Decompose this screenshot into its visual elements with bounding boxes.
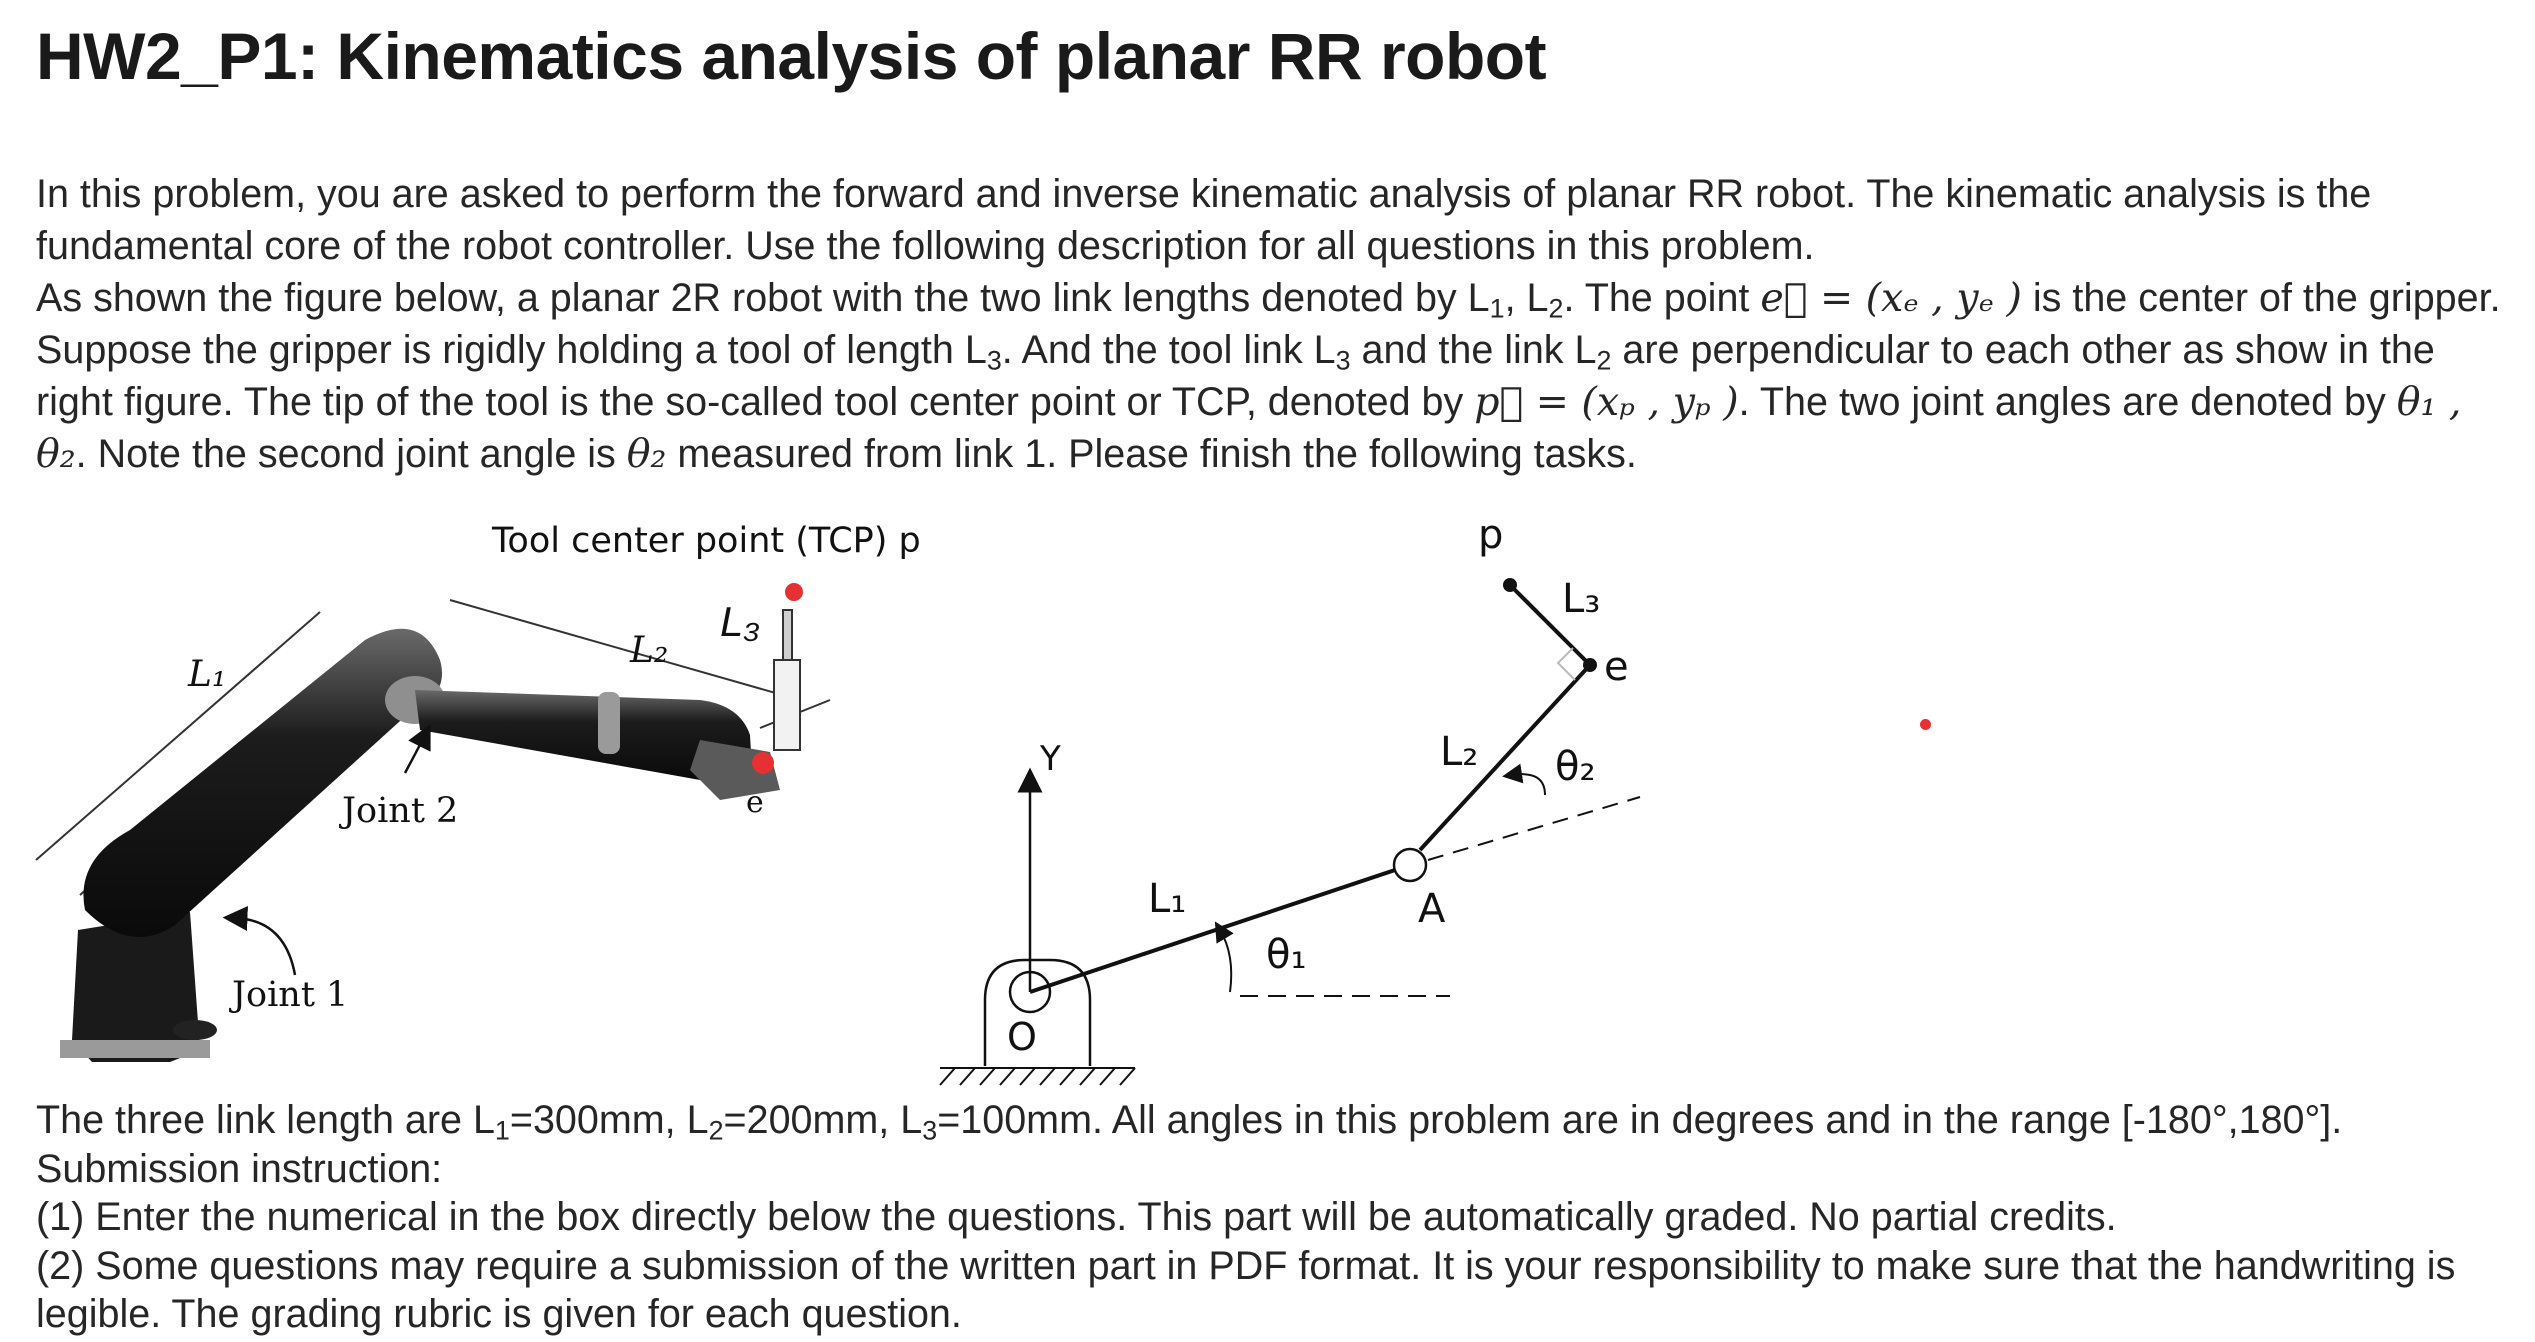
label-o: O xyxy=(1007,1015,1037,1059)
intro-text: and the link L xyxy=(1350,328,1597,372)
red-marker-dot xyxy=(1920,719,1931,730)
submission-heading: Submission instruction: xyxy=(36,1146,443,1191)
label-l2-right: L₂ xyxy=(1440,729,1479,775)
gripper-e-label: e xyxy=(746,785,764,820)
subscript: 2 xyxy=(708,1115,724,1146)
math-joint-angles: θ₁ , θ₂ xyxy=(36,379,2462,477)
ground-hatch xyxy=(940,1068,1135,1085)
robot-figure xyxy=(0,500,2535,1100)
joint-2-label: Joint 2 xyxy=(342,791,459,831)
point-p xyxy=(1503,578,1517,592)
intro-text: As shown the figure below, a planar 2R robot with the two link lengths denoted by L xyxy=(36,276,1490,320)
subscript: 3 xyxy=(986,345,1002,376)
joint-1-arrow xyxy=(235,918,295,975)
tcp-point-marker xyxy=(785,583,803,601)
math-theta2: θ₂ xyxy=(626,431,667,477)
joint-1-label: Joint 1 xyxy=(232,975,349,1015)
label-l1: L₁ xyxy=(188,654,227,695)
link-lengths-line xyxy=(36,1096,2506,1145)
lengths-text: =300mm, L xyxy=(509,1098,709,1142)
right-angle-marker xyxy=(1558,648,1575,680)
joint-a xyxy=(1394,849,1426,881)
link-1 xyxy=(1030,865,1410,992)
label-theta-2: θ₂ xyxy=(1555,744,1596,790)
lengths-text: =200mm, L xyxy=(723,1098,923,1142)
intro-text: are perpendicular to each other as show in the right figure. The tip of the tool is the so-called tool center point or TCP, denoted by xyxy=(36,328,2435,424)
intro-paragraph-1: In this problem, you are asked to perform the forward and inverse kinematic analysis of planar RR robot. The kinematic analysis is the fundamental core of the robot controller. Use the following description for all questions in this problem. xyxy=(36,172,2372,268)
label-l2: L₂ xyxy=(630,630,669,671)
intro-text: measured from link 1. Please finish the following tasks. xyxy=(666,432,1637,476)
tcp-label: Tool center point (TCP) p xyxy=(492,521,921,561)
lengths-text: =100mm. All angles in this problem are in degrees and in the range [-180°,180°]. xyxy=(937,1098,2343,1142)
gripper-center-marker xyxy=(752,752,774,774)
label-a: A xyxy=(1418,886,1446,932)
kinematic-schematic xyxy=(940,578,1640,1085)
theta-1-arc xyxy=(1220,930,1231,992)
subscript: 1 xyxy=(494,1115,510,1146)
submission-item-2: (2) Some questions may require a submission of the written part in PDF format. It is your responsibility to make sure that the handwriting is legible. The grading rubric is given for each question. xyxy=(36,1243,2456,1336)
intro-paragraph-2 xyxy=(36,272,2506,480)
label-l1-right: L₁ xyxy=(1148,876,1187,922)
tool-holder xyxy=(774,660,800,750)
problem-details xyxy=(36,1096,2506,1339)
joint-2-arrow xyxy=(405,735,425,773)
label-e-right: e xyxy=(1604,644,1629,690)
base-ring xyxy=(60,1040,210,1058)
subscript: 3 xyxy=(1335,345,1351,376)
label-p: p xyxy=(1478,512,1504,558)
intro-text: , L xyxy=(1504,276,1549,320)
subscript: 2 xyxy=(1548,293,1564,324)
label-y-axis: Y xyxy=(1040,739,1061,779)
intro-text: is the center of the gripper. Suppose the gripper is rigidly holding a tool of length L xyxy=(36,276,2501,372)
robot-diagrams xyxy=(0,500,2535,1100)
page-title: HW2_P1: Kinematics analysis of planar RR robot xyxy=(36,19,1547,93)
submission-item-1: (1) Enter the numerical in the box directly below the questions. This part will be automatically graded. No partial credits. xyxy=(36,1195,2117,1239)
problem-intro xyxy=(36,168,2506,480)
robot-link-1 xyxy=(83,629,442,937)
lengths-text: The three link length are L xyxy=(36,1098,495,1142)
base-cable xyxy=(173,1020,217,1040)
intro-text: . The two joint angles are denoted by xyxy=(1738,380,2397,424)
label-l3: L₃ xyxy=(720,598,761,645)
math-gripper-point: e⃗ = (xₑ , yₑ ) xyxy=(1760,275,2022,321)
subscript: 3 xyxy=(922,1115,938,1146)
intro-text: . Note the second joint angle is xyxy=(75,432,627,476)
intro-text: . And the tool link L xyxy=(1001,328,1336,372)
point-e xyxy=(1583,658,1597,672)
label-theta-1: θ₁ xyxy=(1266,932,1307,978)
label-l3-right: L₃ xyxy=(1562,576,1601,622)
intro-text: . The point xyxy=(1563,276,1761,320)
math-tcp-point: p⃗ = (xₚ , yₚ ) xyxy=(1474,379,1739,425)
theta-2-arc xyxy=(1512,774,1545,795)
subscript: 1 xyxy=(1489,293,1505,324)
subscript: 2 xyxy=(1596,345,1612,376)
wrist-ring xyxy=(598,692,620,754)
